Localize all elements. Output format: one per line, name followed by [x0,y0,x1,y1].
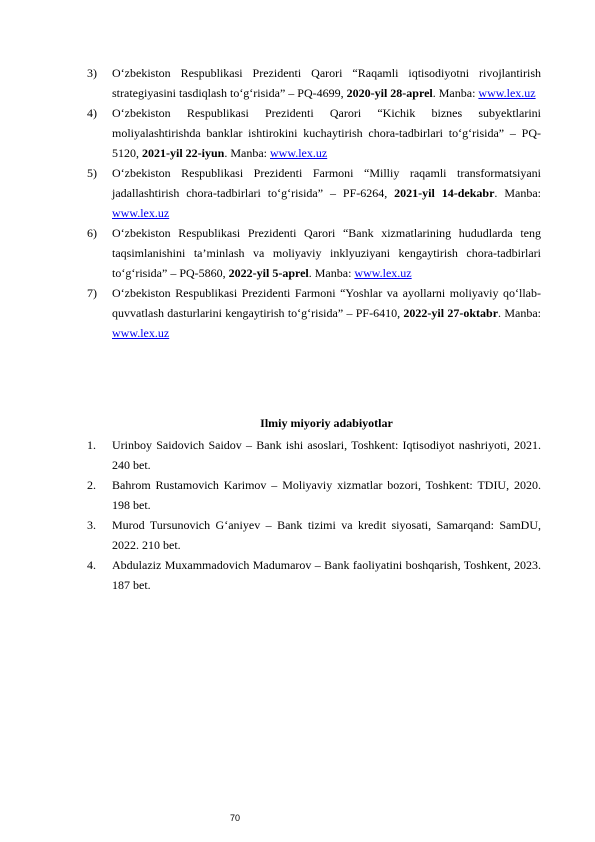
ref-body: O‘zbekiston Respublikasi Prezidenti Qarori “Raqamli iqtisodiyotni rivojlantirish strategiyasini tasdiqlash to‘g‘risida” – PQ-4699, [112,66,541,100]
literature-item [87,435,541,475]
legal-ref-item [87,103,541,163]
ref-link[interactable]: www.lex.uz [112,326,170,340]
literature-list [87,435,541,595]
ref-number: 1. [87,438,96,452]
ref-date: 2021-yil 22-iyun [142,146,225,160]
section-title: Ilmiy miyoriy adabiyotlar [260,416,393,430]
legal-ref-item [87,63,541,103]
ref-link[interactable]: www.lex.uz [270,146,328,160]
ref-date: 2021-yil 14-dekabr [394,186,495,200]
legal-ref-item [87,283,541,343]
legal-references-list [87,63,541,343]
ref-number: 4) [87,106,97,120]
ref-date: 2020-yil 28-aprel [346,86,433,100]
literature-item [87,475,541,515]
legal-ref-item [87,223,541,283]
ref-date: 2022-yil 27-oktabr [403,306,499,320]
ref-link[interactable]: www.lex.uz [478,86,536,100]
ref-text [112,283,541,343]
ref-number: 5) [87,166,97,180]
ref-body: O‘zbekiston Respublikasi Prezidenti Farmoni “Yoshlar va ayollarni moliyaviy qo‘llab-quvvatlash dasturlarini kengaytirish to‘g‘risida” – PF-6410, [112,286,541,320]
ref-source-label: . Manba: [308,266,355,280]
ref-text: Abdulaziz Muxammadovich Madumarov – Bank faoliyatini boshqarish, Toshkent, 2023. 187 bet. [112,558,541,592]
ref-text [112,63,541,103]
ref-text [112,223,541,283]
ref-link[interactable]: www.lex.uz [354,266,412,280]
ref-source-label: . Manba: [432,86,479,100]
ref-body: O‘zbekiston Respublikasi Prezidenti Qarori “Kichik biznes subyektlarini moliyalashtirishda banklar ishtirokini kuchaytirish chora-tadbirlari to‘g‘risida” – PQ-5120, [112,106,541,160]
ref-source-label: . Manba: [224,146,270,160]
ref-link[interactable]: www.lex.uz [112,206,170,220]
ref-number: 3. [87,518,96,532]
ref-text [112,103,541,163]
ref-number: 4. [87,558,96,572]
literature-item [87,515,541,555]
ref-text [112,163,541,223]
ref-text: Urinboy Saidovich Saidov – Bank ishi asoslari, Toshkent: Iqtisodiyot nashriyoti, 2021. 240 bet. [112,438,541,472]
legal-ref-item [87,163,541,223]
page-content [87,63,541,595]
ref-number: 3) [87,66,97,80]
ref-body: O‘zbekiston Respublikasi Prezidenti Farmoni “Milliy raqamli transformatsiyani jadallashtirish chora-tadbirlari to‘g‘risida” – PF-6264, [112,166,541,200]
page-number: 70 [230,813,241,823]
ref-body: O‘zbekiston Respublikasi Prezidenti Qarori “Bank xizmatlarining hududlarda teng taqsimlanishini ta’minlash va moliyaviy inklyuziyani kengaytirish chora-tadbirlari to‘g‘risida” – PQ-5860, [112,226,541,280]
ref-source-label: . Manba: [498,306,541,320]
ref-number: 2. [87,478,96,492]
literature-item [87,555,541,595]
ref-number: 7) [87,286,97,300]
ref-text: Murod Tursunovich G‘aniyev – Bank tizimi va kredit siyosati, Samarqand: SamDU, 2022. 210 bet. [112,518,541,552]
ref-source-label: . Manba: [494,186,541,200]
ref-text: Bahrom Rustamovich Karimov – Moliyaviy xizmatlar bozori, Toshkent: TDIU, 2020. 198 bet. [112,478,541,512]
ref-number: 6) [87,226,97,240]
ref-date: 2022-yil 5-aprel [228,266,309,280]
